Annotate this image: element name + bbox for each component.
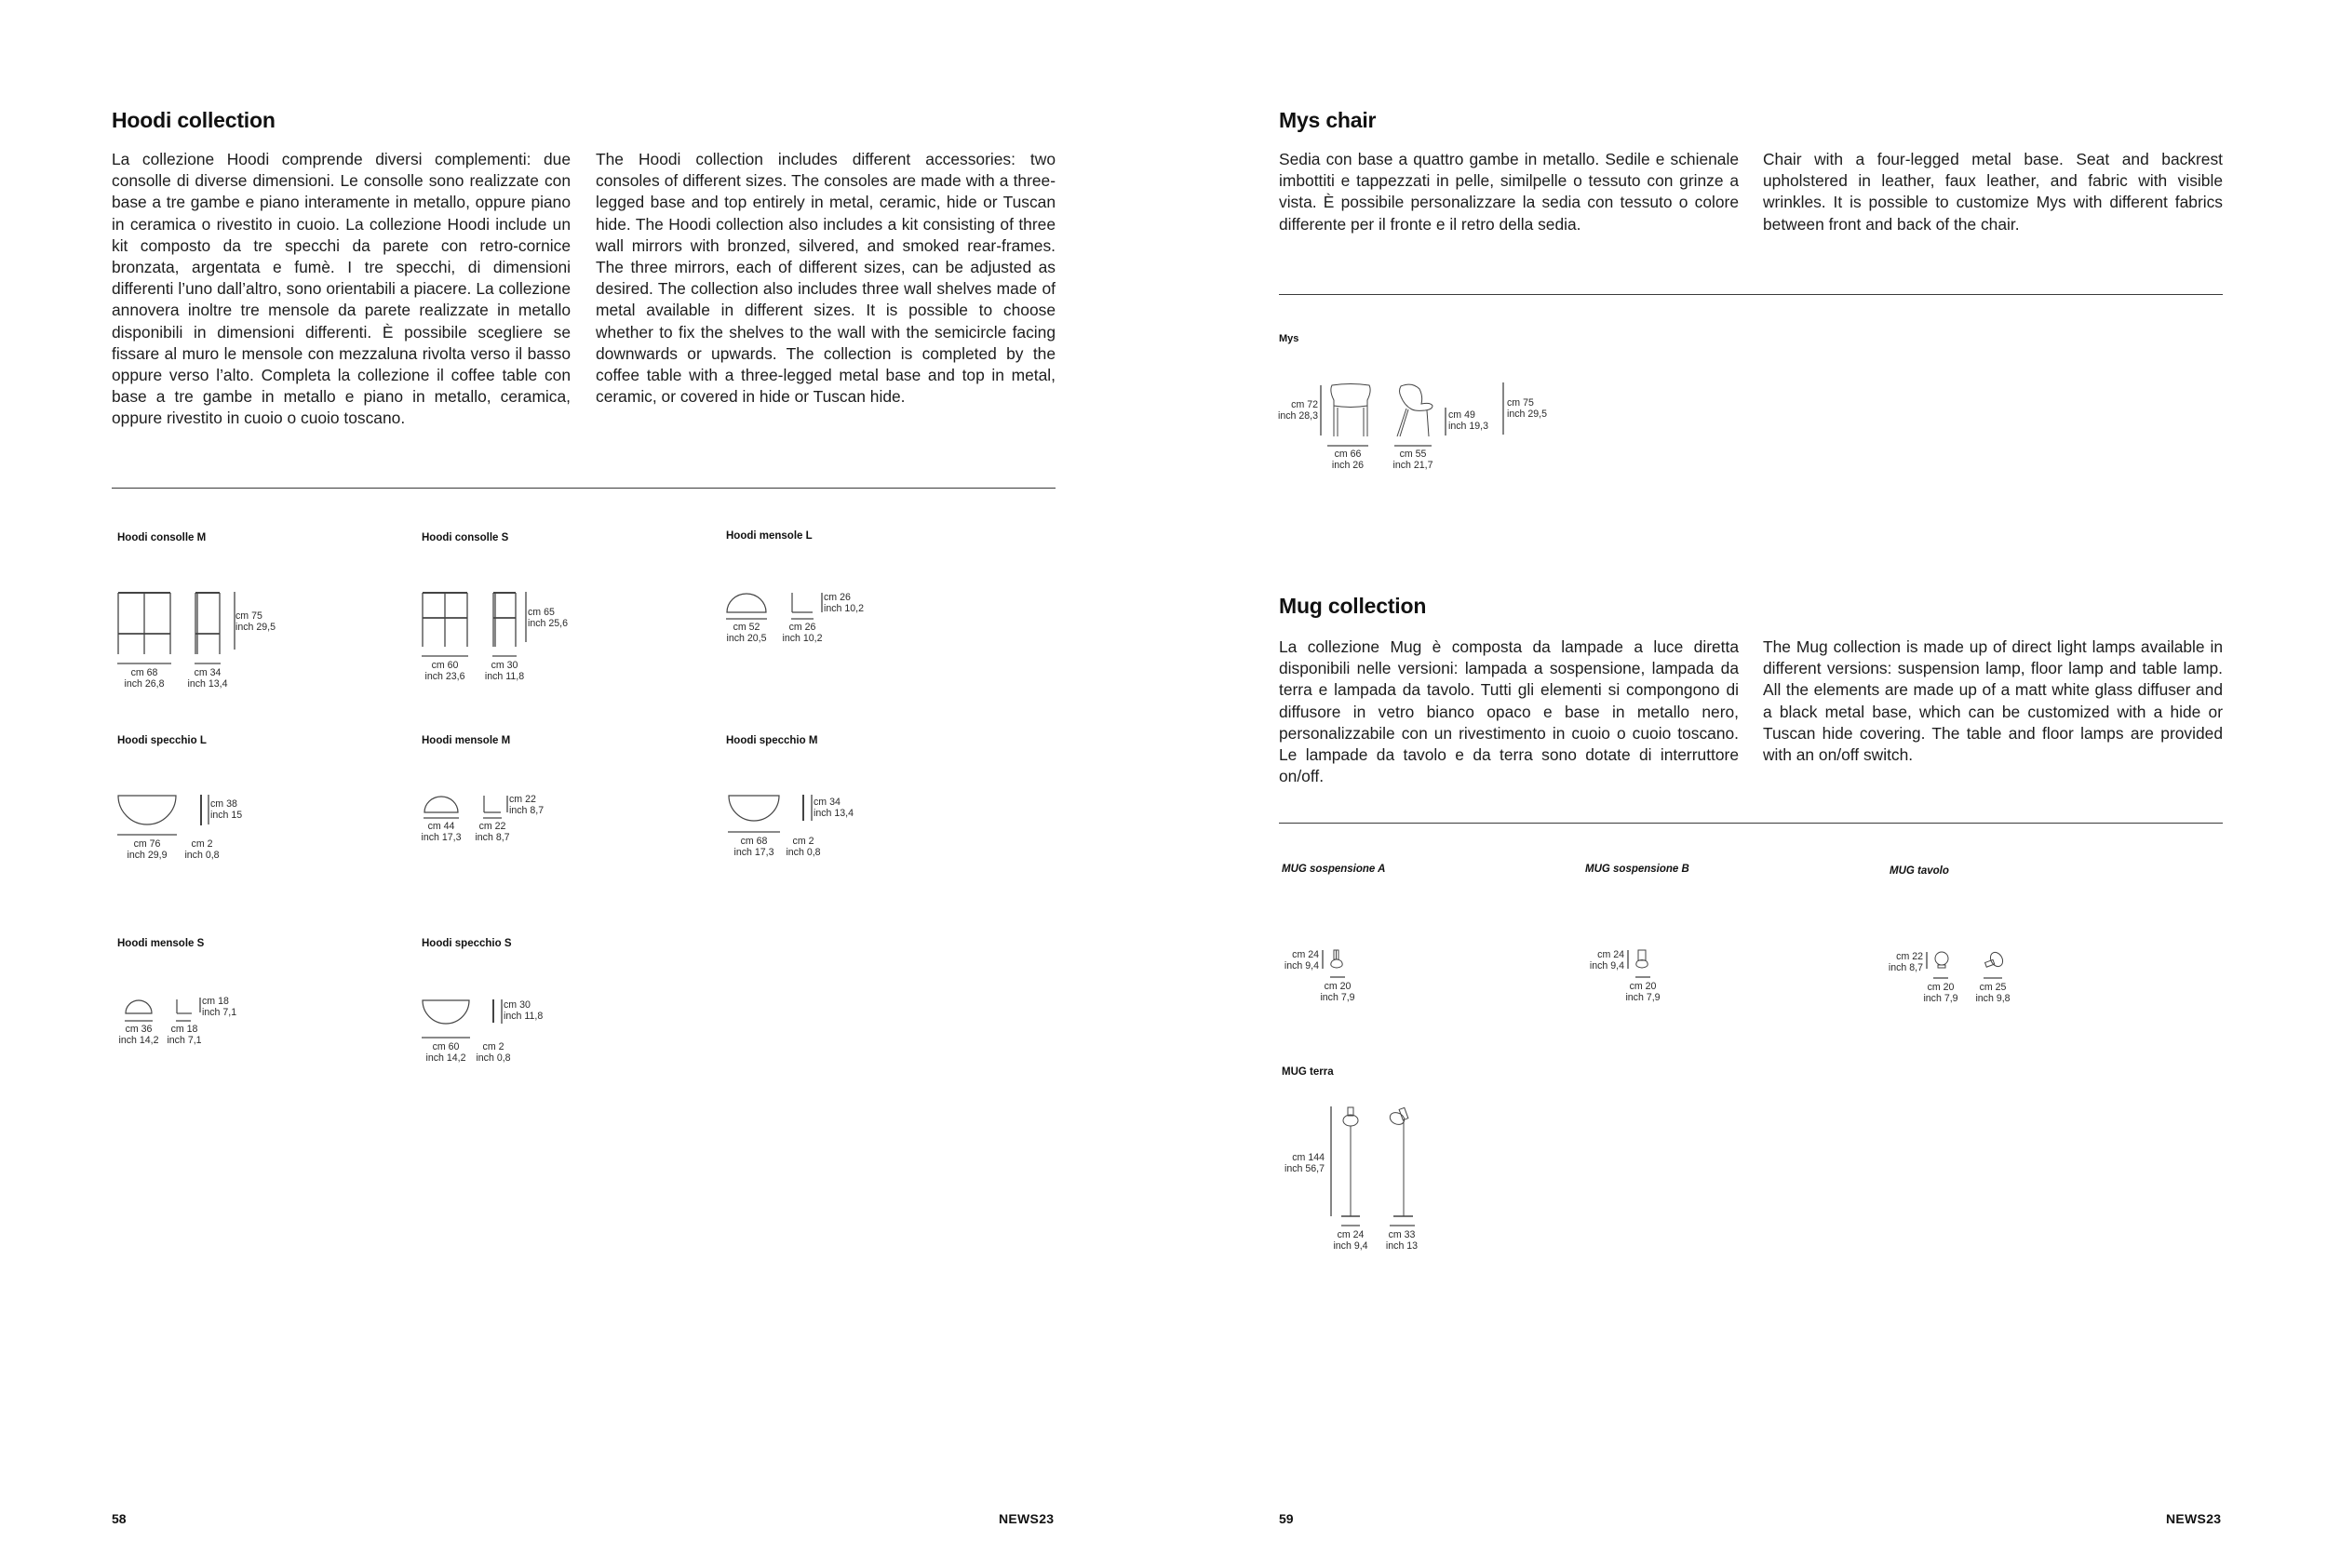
height-dimension-line [1322,950,1324,969]
shelf-side-drawing [791,593,814,613]
height-dimension: cm 24 inch 9,4 [1589,949,1624,972]
height-dimension-line [1330,1106,1332,1216]
consolle-front-drawing [117,592,171,655]
shelf-side-drawing [176,999,193,1014]
table-lamp-front-drawing [1933,951,1950,970]
height-dimension-line [1320,385,1322,436]
width-dimension: cm 24 inch 9,4 [1333,1229,1368,1252]
mys-title: Mys chair [1279,108,1377,132]
consolle-side-drawing [492,592,517,648]
product-label: Hoodi specchio S [422,938,512,949]
width-dimension: cm 60 inch 23,6 [424,660,465,682]
height-dimension: cm 18 inch 7,1 [202,996,237,1018]
height-dimension-line [525,592,527,642]
shelf-front-drawing [726,593,767,613]
hoodi-text-english: The Hoodi collection includes different accessories: two consoles of different sizes. The consoles are made with a three-legged base and top entirely in metal, ceramic, hide or Tuscan hide. The Hoodi collection also includes a kit consisting of three wall mirrors with bronzed, silvered, and smoked rear-frames. The three mirrors, each of different sizes, can be adjusted as desired. The collection also includes three wall shelves made of metal available in different sizes. It is possible to choose whether to fix the shelves to the wall with the semicircle facing downwards or upwards. The collection is completed by the coffee table with a three-legged metal base and top in metal, ceramic, or covered in hide or Tuscan hide. [596,150,1056,407]
total-height-dimension: cm 75 inch 29,5 [1507,397,1547,420]
mug-text-english: The Mug collection is made up of direct light lamps available in different versions: suspension lamp, floor lamp and table lamp. All the elements are made up of a matt white glass diffuser and a black metal base, which can be customized with a hide or Tuscan hide covering. The table and floor lamps are provided with an on/off switch. [1763,637,2223,765]
product-hoodi-mensole-l [726,530,1005,698]
product-hoodi-consolle-m [117,532,397,700]
width-dimension: cm 68 inch 17,3 [733,836,774,858]
shelf-side-drawing [483,796,502,813]
depth-dimension: cm 2 inch 0,8 [476,1041,511,1064]
footer-brand: NEWS23 [999,1511,1055,1526]
width-dimension: cm 60 inch 14,2 [425,1041,466,1064]
mirror-front-drawing [422,999,470,1025]
width-dimension: cm 52 inch 20,5 [726,622,767,644]
consolle-front-drawing [422,592,468,648]
product-label: Hoodi consolle M [117,532,207,543]
width-dimension-line [117,663,171,664]
width-dimension: cm 76 inch 29,9 [127,838,168,861]
floor-lamp-side-drawing [1387,1106,1415,1218]
total-height-dimension-line [1502,382,1504,435]
depth-dimension: cm 25 inch 9,8 [1975,982,2011,1004]
width-dimension-line [1327,445,1368,447]
height-dimension: cm 65 inch 25,6 [528,607,568,629]
depth-dimension: cm 2 inch 0,8 [786,836,821,858]
pendant-lamp-drawing [1634,949,1650,970]
product-label: Hoodi mensole M [422,735,511,746]
depth-dimension-line [1984,977,2002,979]
floor-lamp-front-drawing [1340,1106,1361,1218]
width-dimension: cm 20 inch 7,9 [1320,981,1355,1003]
width-dimension-line [1341,1225,1360,1226]
product-mug-terra [1282,1066,1561,1271]
height-dimension: cm 22 inch 8,7 [509,794,545,816]
chair-side-drawing [1395,383,1436,437]
depth-dimension-line [1390,1225,1415,1226]
width-dimension-line [726,618,767,620]
height-dimension-line [199,998,201,1012]
width-dimension-line [125,1020,153,1022]
depth-dimension: cm 30 inch 11,8 [484,660,525,682]
height-dimension: cm 22 inch 8,7 [1888,951,1923,973]
width-dimension: cm 20 inch 7,9 [1625,981,1661,1003]
seat-height-dimension: cm 49 inch 19,3 [1448,409,1488,432]
height-dimension: cm 75 inch 29,5 [235,610,276,633]
height-dimension-line [821,593,823,612]
mirror-side-drawing [491,999,495,1023]
height-dimension: cm 24 inch 9,4 [1284,949,1319,972]
product-hoodi-specchio-l [117,735,397,884]
section-divider [1279,294,2223,295]
product-label: MUG tavolo [1890,865,1949,877]
product-mug-sospensione-a [1282,864,1561,1012]
product-label: Mys [1279,333,1299,344]
table-lamp-side-drawing [1984,951,2004,970]
product-hoodi-mensole-m [422,735,701,884]
width-dimension-line [422,1037,470,1039]
depth-dimension-line [483,817,502,819]
mirror-front-drawing [728,795,780,822]
height-dimension: cm 144 inch 56,7 [1285,1152,1325,1174]
height-dimension-line [1926,952,1928,969]
product-label: Hoodi mensole S [117,938,205,949]
width-dimension-line [1635,976,1650,978]
section-divider [112,488,1056,489]
depth-dimension-line [791,618,814,620]
height-dimension: cm 38 inch 15 [210,798,243,821]
depth-dimension: cm 26 inch 10,2 [782,622,823,644]
depth-dimension: cm 55 inch 21,7 [1392,449,1433,471]
width-dimension-line [424,817,459,819]
width-dimension: cm 36 inch 14,2 [118,1024,159,1046]
depth-dimension: cm 2 inch 0,8 [184,838,220,861]
mys-text-english: Chair with a four-legged metal base. Seat and backrest upholstered in leather, faux leather, and fabric with visible wrinkles. It is possible to customize Mys with different fabrics between front and back of the chair. [1763,150,2223,234]
product-hoodi-consolle-s [422,532,701,700]
height-dimension-line [506,796,508,812]
product-mys [1279,333,1651,482]
product-label: MUG sospensione B [1585,864,1689,875]
mirror-side-drawing [199,795,203,825]
page-number: 58 [112,1511,127,1526]
mug-text-italian: La collezione Mug è composta da lampade a luce diretta disponibili nelle versioni: lampada a sospensione, lampada da terra e lampada da tavolo. Tutti gli elementi si compongono di diffusore in vetro bianco opaco e base in metallo nero, personalizzabile con un rivestimento in cuoio o cuoio toscano. Le lampade da tavolo e da terra sono dotate di interruttore on/off. [1279,637,1739,786]
consolle-side-drawing [195,592,221,655]
height-dimension: cm 72 inch 28,3 [1278,399,1318,422]
mys-text-italian: Sedia con base a quattro gambe in metallo. Sedile e schienale imbottiti e tappezzati in pelle, similpelle o tessuto con grinze a vista. È possibile personalizzare la sedia con tessuto o colore differente per il fronte e il retro della sedia. [1279,150,1739,234]
height-dimension: cm 30 inch 11,8 [504,999,544,1022]
width-dimension: cm 44 inch 17,3 [421,821,462,843]
product-hoodi-mensole-s [117,938,397,1087]
product-mug-tavolo [1890,865,2169,1014]
page-number: 59 [1279,1511,1294,1526]
product-label: Hoodi specchio L [117,735,207,746]
depth-dimension-line [1394,445,1432,447]
product-label: MUG terra [1282,1066,1334,1078]
section-divider [1279,823,2223,824]
width-dimension-line [422,655,468,657]
footer-brand: NEWS23 [2166,1511,2222,1526]
shelf-front-drawing [125,999,153,1014]
width-dimension: cm 66 inch 26 [1331,449,1365,471]
seat-height-dimension-line [1445,408,1446,436]
height-dimension-line [811,795,813,821]
pendant-lamp-drawing [1328,949,1345,970]
depth-dimension-line [195,663,221,664]
width-dimension: cm 68 inch 26,8 [124,667,165,690]
product-hoodi-specchio-s [422,938,701,1087]
mug-title: Mug collection [1279,594,1427,618]
mirror-side-drawing [801,795,805,821]
width-dimension: cm 20 inch 7,9 [1923,982,1958,1004]
mirror-front-drawing [117,795,177,825]
hoodi-text-italian: La collezione Hoodi comprende diversi complementi: due consolle di diverse dimensioni. Le consolle sono realizzate con base a tre gambe e piano interamente in metallo, oppure piano in ceramica o rivestito in cuoio. La collezione Hoodi include un kit composto da tre specchi da parete con retro-cornice bronzata, argentata e fumè. I tre specchi, di dimensioni differenti l’uno dall’altro, sono orientabili a piacere. La collezione annovera inoltre tre mensole da parete realizzate in metallo disponibili in dimensioni differenti. È possibile scegliere se fissare al muro le mensole con mezzaluna rivolta verso il basso oppure verso l’alto. Completa la collezione il coffee table con base a tre gambe in metallo e piano in metallo, ceramica, oppure rivestito in cuoio o cuoio toscano. [112,150,571,428]
depth-dimension: cm 33 inch 13 [1385,1229,1419,1252]
chair-front-drawing [1329,383,1372,437]
depth-dimension: cm 18 inch 7,1 [167,1024,202,1046]
depth-dimension-line [492,655,517,657]
height-dimension: cm 34 inch 13,4 [814,797,854,819]
height-dimension: cm 26 inch 10,2 [824,592,864,614]
product-label: Hoodi mensole L [726,530,813,542]
shelf-front-drawing [424,796,459,813]
width-dimension-line [728,831,780,833]
width-dimension-line [1330,976,1345,978]
product-hoodi-specchio-m [726,735,1005,884]
depth-dimension: cm 34 inch 13,4 [187,667,228,690]
width-dimension-line [117,834,177,836]
height-dimension-line [208,795,209,824]
right-page [1164,0,2327,1568]
product-label: Hoodi consolle S [422,532,509,543]
product-label: MUG sospensione A [1282,864,1386,875]
product-label: Hoodi specchio M [726,735,818,746]
depth-dimension-line [176,1020,191,1022]
width-dimension-line [1933,977,1948,979]
product-mug-sospensione-b [1585,864,1864,1012]
height-dimension-line [1627,950,1629,969]
depth-dimension: cm 22 inch 8,7 [475,821,510,843]
height-dimension-line [501,999,503,1024]
hoodi-title: Hoodi collection [112,108,276,132]
